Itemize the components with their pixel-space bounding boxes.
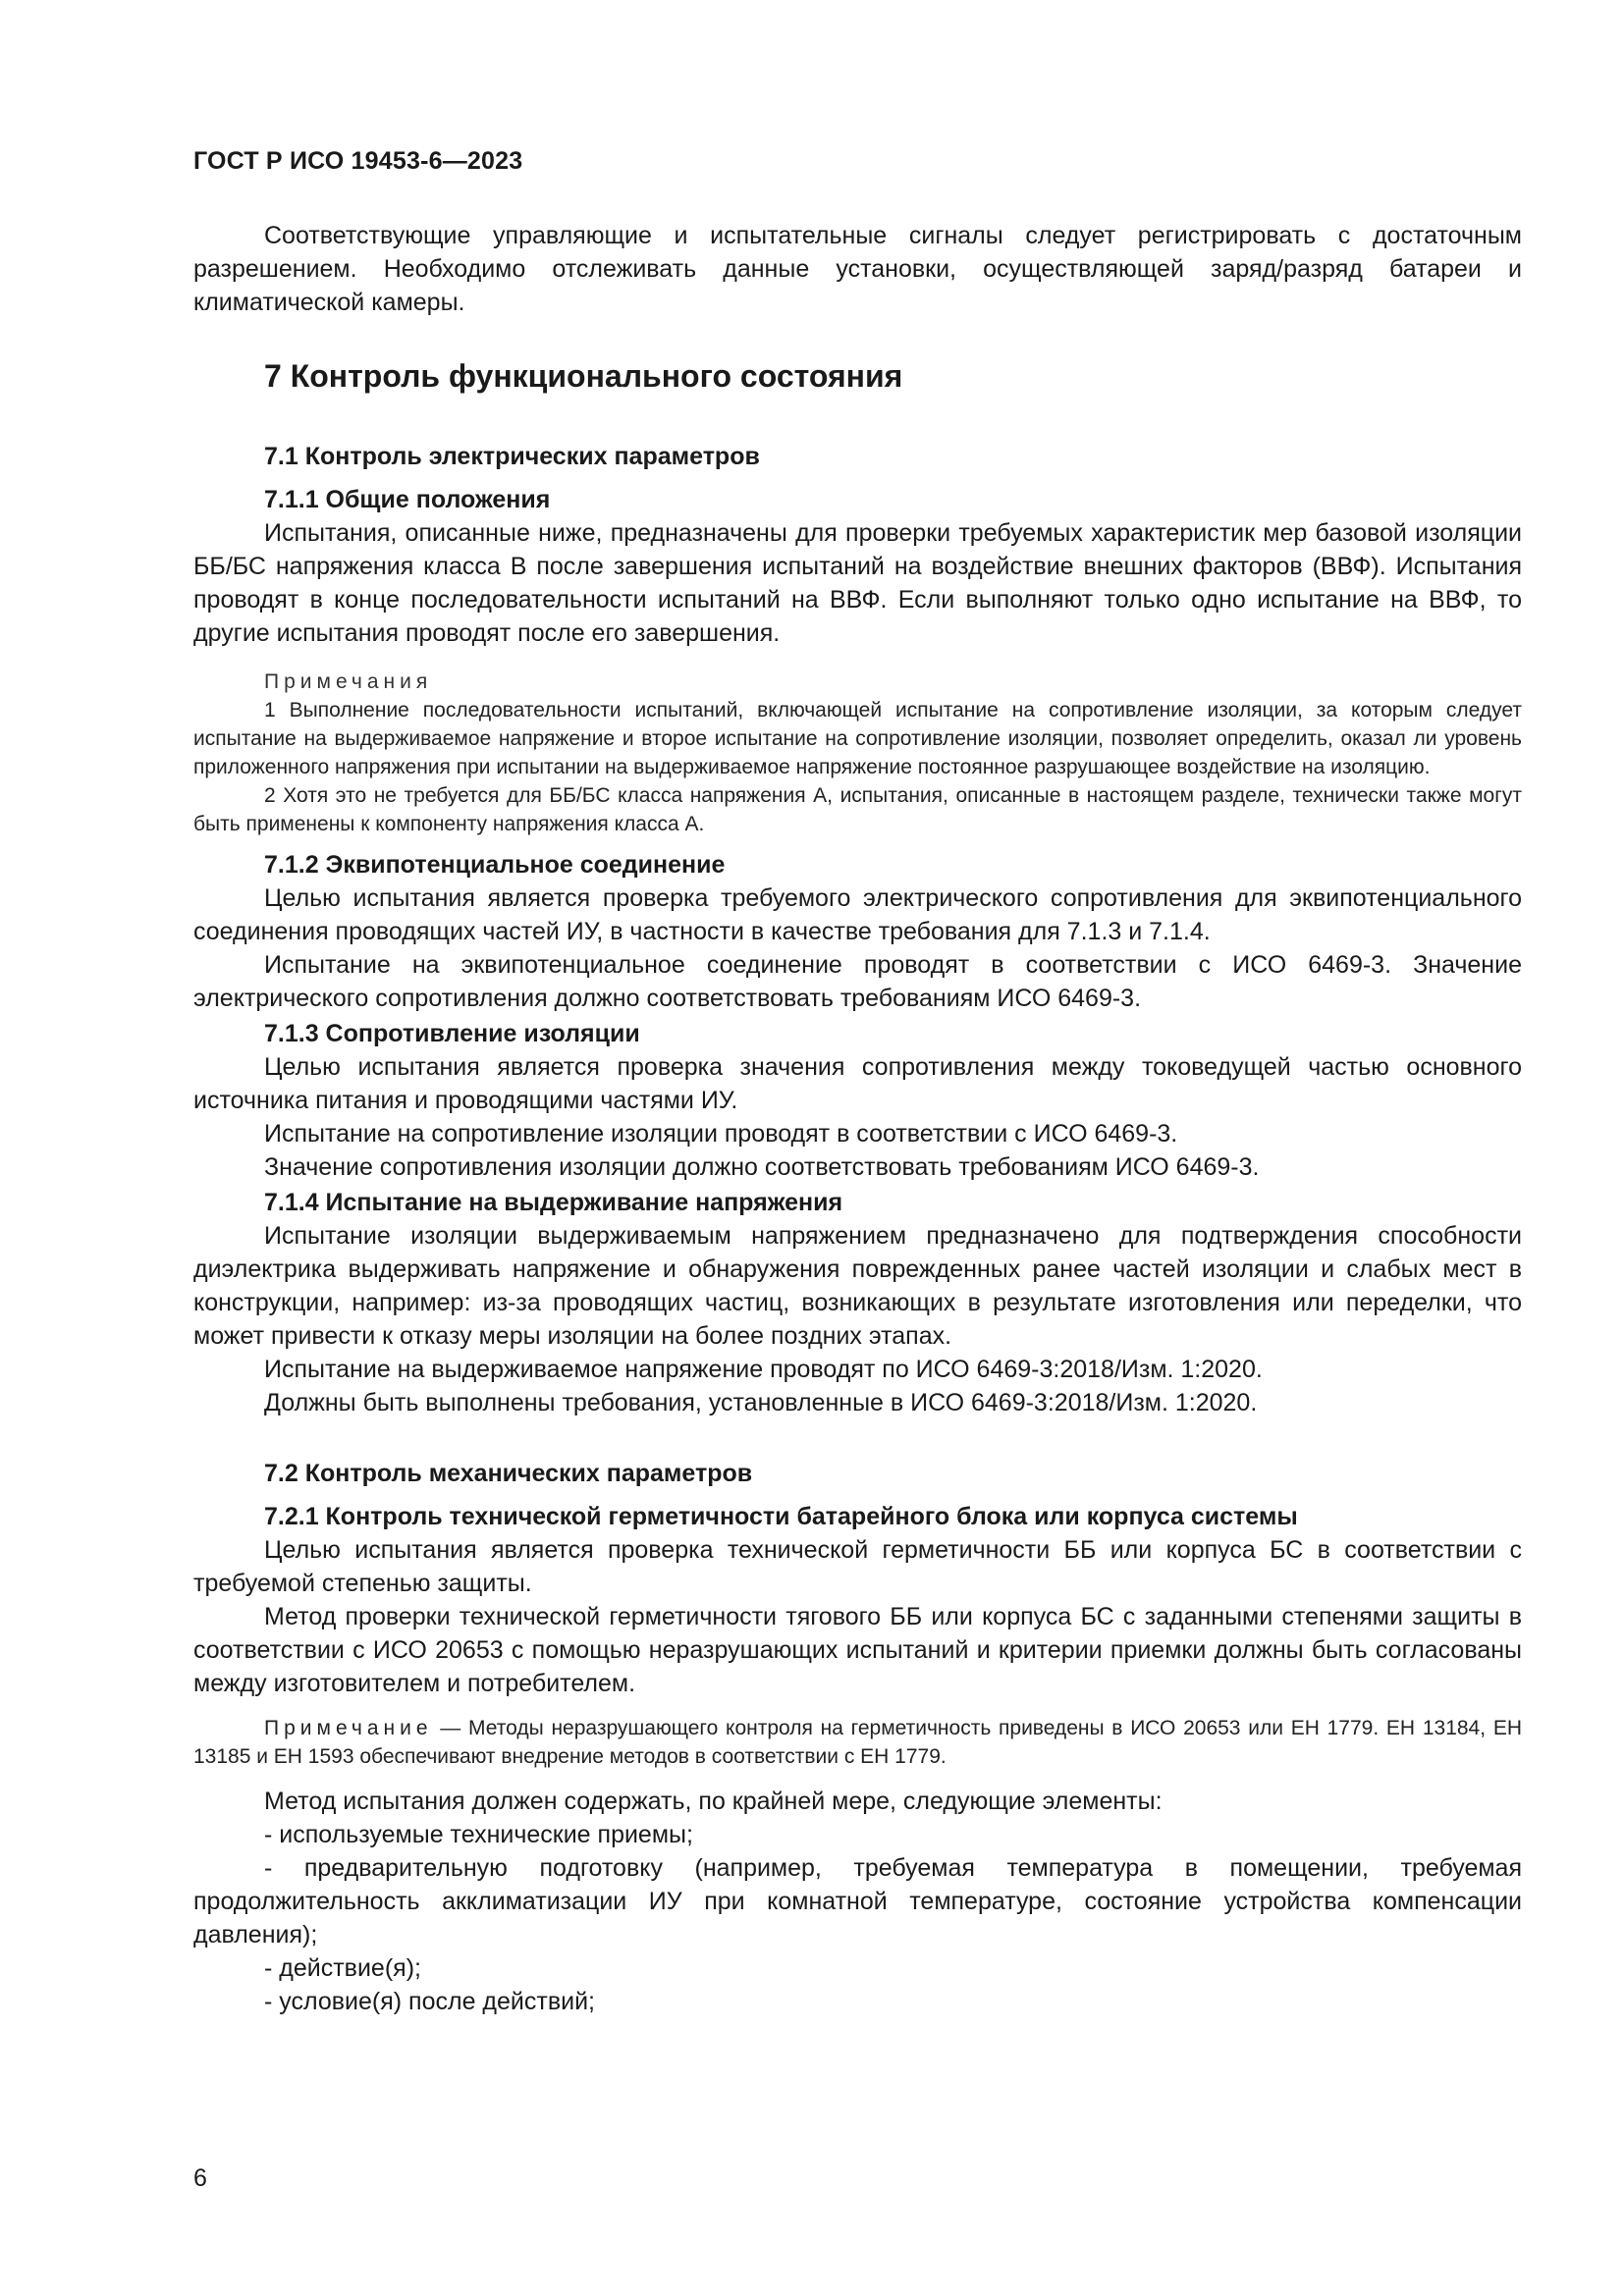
list-item: - условие(я) после действий; [264, 1988, 595, 2015]
page-content [193, 147, 1522, 2018]
section-7-1-2-title: 7.1.2 Эквипотенциальное соединение [264, 851, 726, 879]
section-7-1-4-paragraph-1: Испытание изоляции выдерживаемым напряжением предназначено для подтверждения способности диэлектрика выдерживать напряжение и обнаружения поврежденных ранее частей изоляции и слабых мест в конструкции, например: из-за проводящих частиц, возникающих в результате изготовления или переделки, что может привести к отказу меры изоляции на более поздних этапах. [193, 1222, 1522, 1350]
section-7-2-1-paragraph-1: Целью испытания является проверка технической герметичности ББ или корпуса БС в соответствии с требуемой степенью защиты. [193, 1536, 1522, 1597]
standard-header: ГОСТ Р ИСО 19453-6—2023 [193, 147, 523, 175]
list-intro: Метод испытания должен содержать, по крайней мере, следующие элементы: [264, 1788, 1163, 1815]
section-7-1-4-paragraph-2: Испытание на выдерживаемое напряжение проводят по ИСО 6469-3:2018/Изм. 1:2020. [264, 1356, 1263, 1383]
page-number: 6 [193, 2164, 207, 2192]
section-7-1-3-paragraph-1: Целью испытания является проверка значения сопротивления между токоведущей частью основного источника питания и проводящими частями ИУ. [193, 1053, 1522, 1114]
section-7-title: 7 Контроль функционального состояния [264, 358, 903, 394]
section-7-2-1-note [193, 1714, 1522, 1771]
note-label: Примечание [264, 1717, 433, 1739]
list-item: - используемые технические приемы; [264, 1821, 693, 1848]
section-7-1-4-paragraph-3: Должны быть выполнены требования, установленные в ИСО 6469-3:2018/Изм. 1:2020. [264, 1389, 1258, 1416]
section-7-2-title: 7.2 Контроль механических параметров [264, 1460, 753, 1487]
section-7-2-1-title: 7.2.1 Контроль технической герметичности батарейного блока или корпуса системы [264, 1503, 1298, 1530]
section-7-1-4-title: 7.1.4 Испытание на выдерживание напряжения [264, 1189, 843, 1216]
section-7-1-2-paragraph-1: Целью испытания является проверка требуемого электрического сопротивления для эквипотенциального соединения проводящих частей ИУ, в частности в качестве требования для 7.1.3 и 7.1.4. [193, 884, 1522, 945]
section-7-2-1-paragraph-2: Метод проверки технической герметичности тягового ББ или корпуса БС с заданными степенями защиты в соответствии с ИСО 20653 с помощью неразрушающих испытаний и критерии приемки должны быть согласованы между изготовителем и потребителем. [193, 1603, 1522, 1697]
list-item: - предварительную подготовку (например, требуемая температура в помещении, требуемая продолжительность акклиматизации ИУ при комнатной температуре, состояние устройства компенсации давления); [193, 1854, 1522, 1949]
note-2: 2 Хотя это не требуется для ББ/БС класса напряжения А, испытания, описанные в настоящем разделе, технически также могут быть применены к компоненту напряжения класса А. [193, 784, 1522, 835]
notes-label: Примечания [264, 670, 433, 693]
section-7-1-3-paragraph-2: Испытание на сопротивление изоляции проводят в соответствии с ИСО 6469-3. [264, 1120, 1178, 1148]
intro-paragraph: Соответствующие управляющие и испытательные сигналы следует регистрировать с достаточным разрешением. Необходимо отслеживать данные установки, осуществляющей заряд/разряд батареи и климатической камеры. [193, 222, 1522, 316]
section-7-1-3-title: 7.1.3 Сопротивление изоляции [264, 1020, 640, 1047]
section-7-1-2-paragraph-2: Испытание на эквипотенциальное соединение проводят в соответствии с ИСО 6469-3. Значение электрического сопротивления должно соответствовать требованиям ИСО 6469-3. [193, 951, 1522, 1012]
note-1: 1 Выполнение последовательности испытаний, включающей испытание на сопротивление изоляции, за которым следует испытание на выдерживаемое напряжение и второе испытание на сопротивление изоляции, позволяет определить, оказал ли уровень приложенного напряжения при испытании на выдерживаемое напряжение постоянное разрушающее воздействие на изоляцию. [193, 699, 1522, 778]
list-item: - действие(я); [264, 1954, 421, 1982]
section-7-1-title: 7.1 Контроль электрических параметров [264, 443, 760, 470]
section-7-1-1-title: 7.1.1 Общие положения [264, 486, 551, 513]
section-7-1-1-paragraph: Испытания, описанные ниже, предназначены для проверки требуемых характеристик мер базовой изоляции ББ/БС напряжения класса В после завершения испытаний на воздействие внешних факторов (ВВФ). Испытания проводят в конце последовательности испытаний на ВВФ. Если выполняют только одно испытание на ВВФ, то другие испытания проводят после его завершения. [193, 519, 1522, 647]
section-7-1-3-paragraph-3: Значение сопротивления изоляции должно соответствовать требованиям ИСО 6469-3. [264, 1153, 1260, 1181]
note-text: — Методы неразрушающего контроля на герметичность приведены в ИСО 20653 или ЕН 1779. ЕН 13184, ЕН 13185 и ЕН 1593 обеспечивают внедрение методов в соответствии с ЕН 1779. [193, 1717, 1522, 1768]
